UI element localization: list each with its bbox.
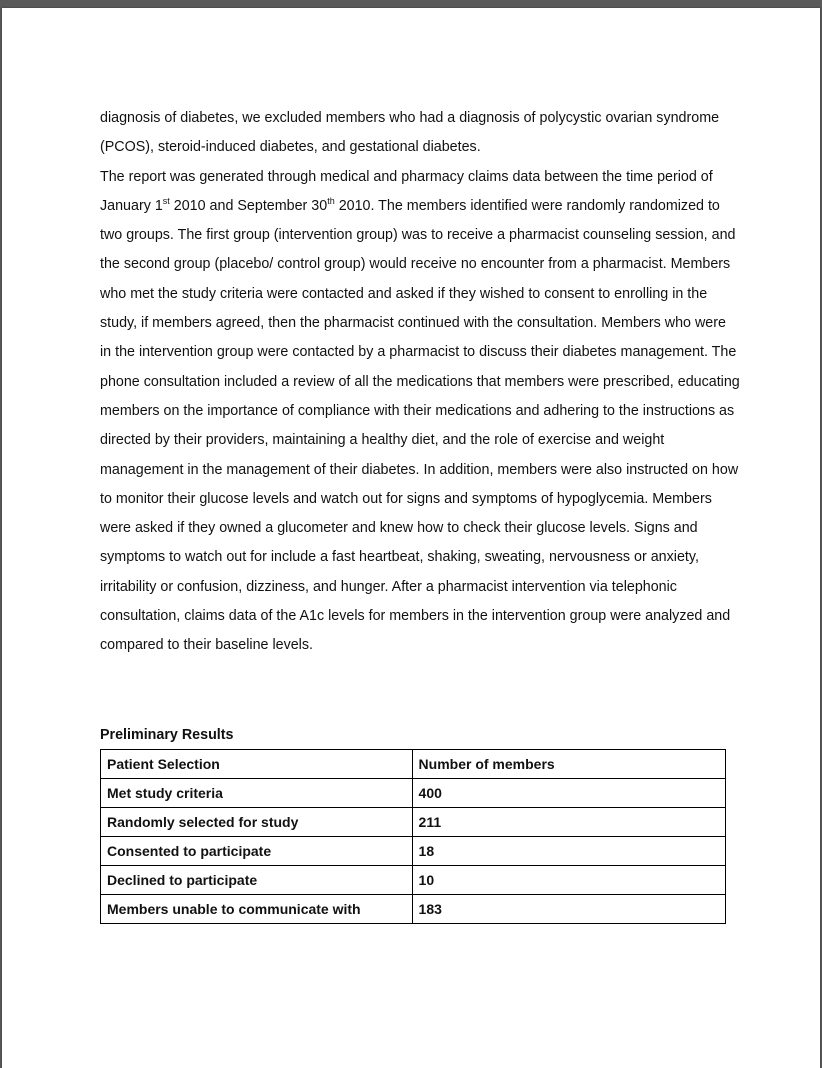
body-text [100,104,740,661]
preliminary-results-heading: Preliminary Results [100,727,234,743]
paragraph-methods [100,163,740,661]
table-row [101,837,726,866]
table-row [101,866,726,895]
table-row [101,808,726,837]
table-header-row [101,750,726,779]
ordinal-suffix-th: th [327,196,335,207]
table-row [101,779,726,808]
header-patient-selection: Patient Selection [101,750,413,779]
results-table [100,749,726,924]
row-value: 400 [412,779,725,808]
row-value: 183 [412,895,725,924]
row-value: 10 [412,866,725,895]
row-value: 211 [412,808,725,837]
header-number-of-members: Number of members [412,750,725,779]
paragraph-exclusions [100,104,740,163]
methods-text-part2: 2010 and September 30 [169,197,328,214]
row-label: Declined to participate [101,866,413,895]
paragraph-exclusions-text: diagnosis of diabetes, we excluded members who had a diagnosis of polycystic ovarian syndrome (PCOS), steroid-induced diabetes, and gestational diabetes. [100,110,720,156]
row-label: Met study criteria [101,779,413,808]
row-value: 18 [412,837,725,866]
methods-text-part3: 2010. The members identified were randomly randomized to two groups. The first group (intervention group) was to receive a pharmacist counseling session, and the second group (placebo/ control group) would receive no encounter from a pharmacist. Members who met the study criteria were contacted and asked if they wished to consent to enrolling in the study, if members agreed, then the pharmacist continued with the consultation. Members who were in the intervention group were contacted by a pharmacist to discuss their diabetes management. The phone consultation included a review of all the medications that members were prescribed, educating members on the importance of compliance with their medications and adhering to the instructions as directed by their providers, maintaining a healthy diet, and the role of exercise and weight management in the management of their diabetes. In addition, members were also instructed on how to monitor their glucose levels and watch out for signs and symptoms of hypoglycemia. Members were asked if they owned a glucometer and knew how to check their glucose levels. Signs and symptoms to watch out for include a fast heartbeat, shaking, sweating, nervousness or anxiety, irritability or confusion, dizziness, and hunger. After a pharmacist intervention via telephonic consultation, claims data of the A1c levels for members in the intervention group were analyzed and compared to their baseline levels. [100,197,740,654]
row-label: Randomly selected for study [101,808,413,837]
row-label: Consented to participate [101,837,413,866]
ordinal-suffix-st: st [162,196,170,207]
document-page [2,8,820,1068]
table-row [101,895,726,924]
methods-text-part1: The report was generated through medical and pharmacy claims data between the time period of January 1 [100,168,713,214]
row-label: Members unable to communicate with [101,895,413,924]
